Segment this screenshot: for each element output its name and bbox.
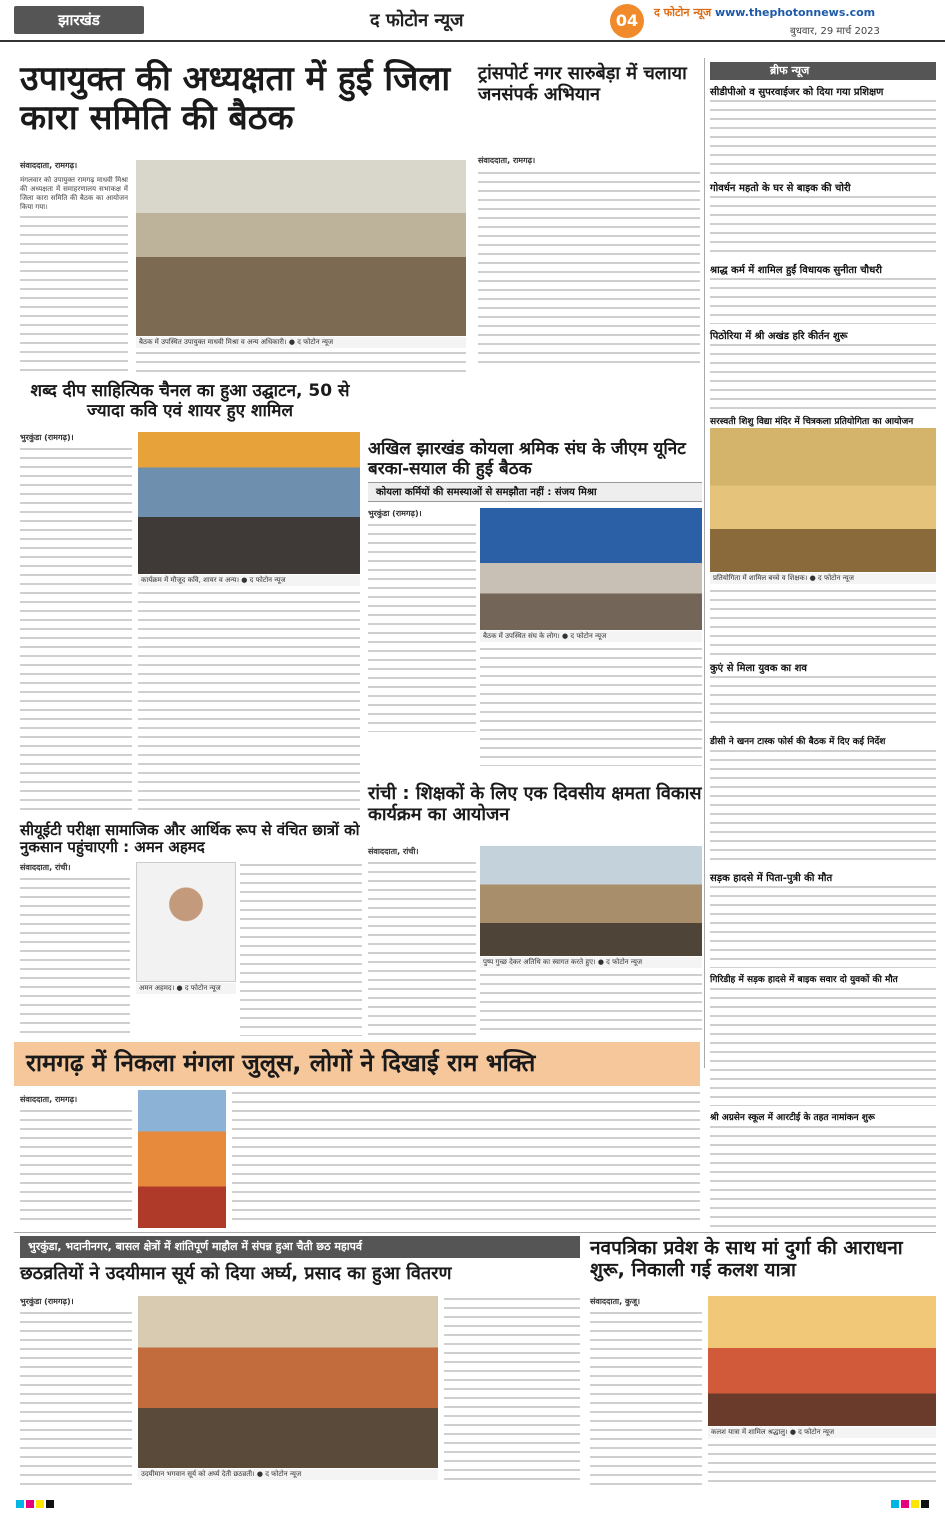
story9-byline: संवाददाता, कुजू। xyxy=(590,1297,641,1306)
column-rule xyxy=(704,58,705,1068)
brief-title-6: कुएं से मिला युवक का शव xyxy=(710,663,807,674)
story4-byline: भुरकुंडा (रामगढ़)। xyxy=(368,509,422,518)
story7-photo xyxy=(138,1090,226,1228)
brief-title-10: श्री अग्रसेन स्कूल में आरटीई के तहत नामांकन शुरू xyxy=(710,1113,875,1123)
black-mark xyxy=(46,1500,54,1508)
story8-caption: उदयीमान भगवान सूर्य को अर्घ्य देती छठव्रती। ● द फोटोन न्यूज xyxy=(138,1469,438,1480)
story5-headline: सीयूईटी परीक्षा सामाजिक और आर्थिक रूप से वंचित छात्रों को नुकसान पहुंचाएगी : अमन अहमद xyxy=(20,821,360,857)
story7-headline: रामगढ़ में निकला मंगला जुलूस, लोगों ने दिखाई राम भक्ति xyxy=(26,1049,536,1077)
brief-title-3: श्राद्ध कर्म में शामिल हुईं विधायक सुनीता चौधरी xyxy=(710,265,882,276)
brief-body-3 xyxy=(710,276,936,324)
brief-news-bar: ब्रीफ न्यूज xyxy=(710,62,936,80)
yellow-mark xyxy=(36,1500,44,1508)
issue-date: बुधवार, 29 मार्च 2023 xyxy=(790,26,880,37)
website: www.thephotonnews.com xyxy=(714,6,876,19)
brief-caption-5: प्रतियोगिता में शामिल बच्चे व शिक्षक। ● द फोटोन न्यूज xyxy=(710,573,936,584)
page-number: 04 xyxy=(610,4,644,38)
story5-caption: अमन अहमद। ● द फोटोन न्यूज xyxy=(136,983,236,994)
page-header xyxy=(0,0,945,42)
story8-byline: भुरकुंडा (रामगढ़)। xyxy=(20,1297,74,1306)
story4-headline: अखिल झारखंड कोयला श्रमिक संघ के जीएम यूनिट बरका-सयाल की हुई बैठक xyxy=(368,439,686,479)
story6-byline: संवाददाता, रांची। xyxy=(368,847,419,856)
magenta-mark-right xyxy=(901,1500,909,1508)
story9-photo xyxy=(708,1296,936,1426)
brief-body-6 xyxy=(710,674,936,730)
story4-photo xyxy=(480,508,702,630)
brand-small: द फोटोन न्यूज xyxy=(654,6,712,19)
story4-subhead: कोयला कर्मियों की समस्याओं से समझौता नहीं : संजय मिश्रा xyxy=(368,482,702,502)
story1-body-2 xyxy=(136,350,466,374)
story9-body xyxy=(590,1310,702,1486)
story4-body-2 xyxy=(480,646,702,766)
story4-caption: बैठक में उपस्थित संघ के लोग। ● द फोटोन न्यूज xyxy=(480,631,702,642)
brief-title-5: सरस्वती शिशु विद्या मंदिर में चित्रकला प्रतियोगिता का आयोजन xyxy=(710,417,914,427)
story7-byline: संवाददाता, रामगढ़। xyxy=(20,1095,78,1104)
masthead: द फोटोन न्यूज xyxy=(370,10,464,31)
story5-body-2 xyxy=(240,862,362,1036)
story6-headline: रांची : शिक्षकों के लिए एक दिवसीय क्षमता विकास कार्यक्रम का आयोजन xyxy=(368,783,702,825)
brief-body-5 xyxy=(710,588,936,656)
story6-body xyxy=(368,860,476,1036)
story3-caption: कार्यक्रम में मौजूद कवि, शायर व अन्य। ● द फोटोन न्यूज xyxy=(138,575,360,586)
story8-photo xyxy=(138,1296,438,1468)
cyan-mark-right xyxy=(891,1500,899,1508)
brief-title-7: डीसी ने खनन टास्क फोर्स की बैठक में दिए कई निर्देश xyxy=(710,737,886,747)
brief-body-10 xyxy=(710,1124,936,1228)
brief-body-2 xyxy=(710,194,936,258)
story2-body xyxy=(478,170,700,370)
print-marks xyxy=(0,1492,945,1516)
story1-photo xyxy=(136,160,466,336)
story1-headline: उपायुक्त की अध्यक्षता में हुई जिला कारा समिति की बैठक xyxy=(20,59,451,139)
story6-body-2 xyxy=(480,972,702,1036)
story3-headline: शब्द दीप साहित्यिक चैनल का हुआ उद्घाटन, 50 से ज्यादा कवि एवं शायर हुए शामिल xyxy=(30,381,350,421)
brief-body-8 xyxy=(710,884,936,968)
magenta-mark xyxy=(26,1500,34,1508)
story6-photo xyxy=(480,846,702,956)
cyan-mark xyxy=(16,1500,24,1508)
section-label: झारखंड xyxy=(14,6,144,34)
black-mark-right xyxy=(921,1500,929,1508)
yellow-mark-right xyxy=(911,1500,919,1508)
story3-body-2 xyxy=(138,590,360,816)
brief-body-1 xyxy=(710,98,936,178)
brief-title-1: सीडीपीओ व सुपरवाईजर को दिया गया प्रशिक्षण xyxy=(710,87,884,98)
website-line xyxy=(654,5,875,20)
story5-body xyxy=(20,876,130,1036)
story7-body-2 xyxy=(232,1090,700,1226)
story9-body-2 xyxy=(708,1442,936,1486)
brief-title-8: सड़क हादसे में पिता-पुत्री की मौत xyxy=(710,873,833,884)
section-rule xyxy=(14,1232,936,1233)
story2-byline: संवाददाता, रामगढ़। xyxy=(478,156,536,165)
story1-lead: मंगलवार को उपायुक्त रामगढ़ माधवी मिश्रा की अध्यक्षता में समाहरणालय सभाकक्ष में जिला कारा समिति की बैठक का आयोजन किया गया। xyxy=(20,176,128,211)
story8-body-2 xyxy=(444,1296,580,1486)
story4-body xyxy=(368,522,476,732)
story3-body xyxy=(20,446,132,816)
story9-caption: कलश यात्रा में शामिल श्रद्धालु। ● द फोटोन न्यूज xyxy=(708,1427,936,1438)
story7-body xyxy=(20,1108,132,1226)
story3-byline: भुरकुंडा (रामगढ़)। xyxy=(20,433,74,442)
brief-title-2: गोवर्धन महतो के घर से बाइक की चोरी xyxy=(710,183,851,194)
brief-photo-5 xyxy=(710,428,936,572)
story9-headline: नवपत्रिका प्रवेश के साथ मां दुर्गा की आराधना शुरू, निकाली गई कलश यात्रा xyxy=(590,1237,903,1281)
story1-body xyxy=(20,214,128,374)
brief-body-4 xyxy=(710,342,936,412)
story2-headline: ट्रांसपोर्ट नगर सारुबेड़ा में चलाया जनसंपर्क अभियान xyxy=(478,63,687,105)
brief-title-4: पिठोरिया में श्री अखंड हरि कीर्तन शुरू xyxy=(710,331,848,342)
brief-title-9: गिरिडीह में सड़क हादसे में बाइक सवार दो युवकों की मौत xyxy=(710,975,898,985)
story8-body xyxy=(20,1310,132,1486)
brief-body-7 xyxy=(710,748,936,866)
story8-kicker: भुरकुंडा, भदानीनगर, बासल क्षेत्रों में शांतिपूर्ण माहौल में संपन्न हुआ चैती छठ महापर्व xyxy=(20,1236,580,1258)
story5-byline: संवाददाता, रांची। xyxy=(20,863,71,872)
story1-byline: संवाददाता, रामगढ़। xyxy=(20,161,78,170)
brief-body-9 xyxy=(710,986,936,1106)
story5-photo xyxy=(136,862,236,982)
story6-caption: पुष्प गुच्छ देकर अतिथि का स्वागत करते हुए। ● द फोटोन न्यूज xyxy=(480,957,702,968)
story1-caption: बैठक में उपस्थित उपायुक्त माधवी मिश्रा व अन्य अधिकारी। ● द फोटोन न्यूज xyxy=(136,337,466,348)
story3-photo xyxy=(138,432,360,574)
story8-headline: छठव्रतियों ने उदयीमान सूर्य को दिया अर्घ्य, प्रसाद का हुआ वितरण xyxy=(20,1263,452,1284)
